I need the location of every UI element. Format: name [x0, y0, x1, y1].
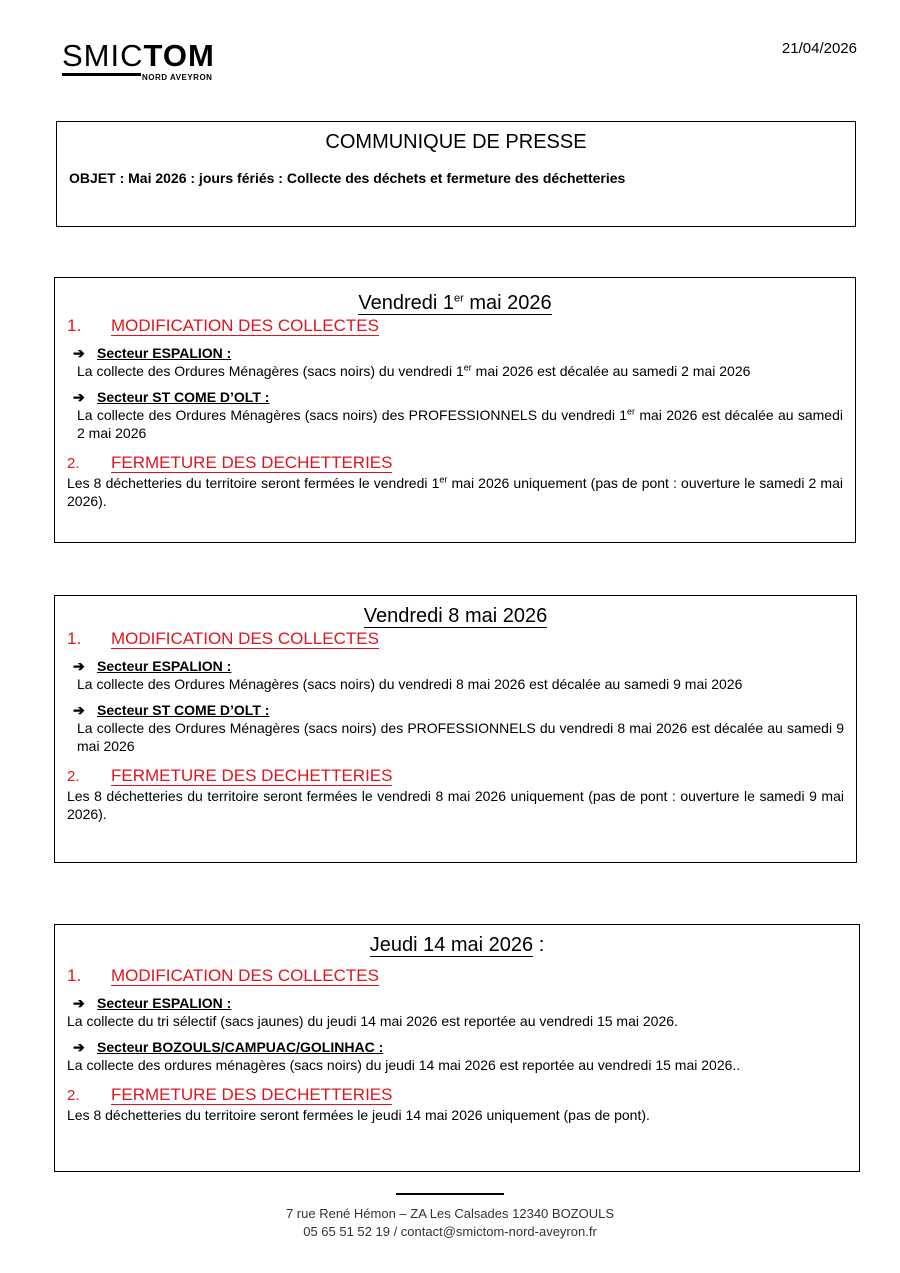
sector-label [73, 994, 859, 1012]
heading-title: FERMETURE DES DECHETTERIES [111, 766, 393, 785]
sector-text: La collecte des Ordures Ménagères (sacs noirs) du vendredi 8 mai 2026 est décalée au samedi 9 mai 2026 [77, 676, 743, 692]
sector-name: Secteur BOZOULS/CAMPUAC/GOLINHAC : [97, 1039, 384, 1055]
sector-label [73, 701, 856, 719]
footer-address: 7 rue René Hémon – ZA Les Calsades 12340 BOZOULS [285, 1206, 615, 1221]
footer-divider [396, 1193, 504, 1195]
heading-dechetteries [67, 452, 855, 474]
sector-text: La collecte des ordures ménagères (sacs noirs) du jeudi 14 mai 2026 est reportée au vendredi 15 mai 2026.. [67, 1057, 741, 1073]
day-text: Vendredi 1 [358, 291, 454, 314]
heading-number: 1. [67, 629, 82, 648]
heading-title: FERMETURE DES DECHETTERIES [111, 452, 393, 472]
sector-name: Secteur ESPALION : [97, 658, 232, 674]
sector-text [77, 362, 843, 380]
right-arrow-icon: ➔ [73, 1039, 85, 1055]
closure-text [67, 474, 843, 510]
heading-title: MODIFICATION DES COLLECTES [111, 629, 379, 648]
text-part: La collecte des Ordures Ménagères (sacs noirs) du vendredi 1 [77, 362, 464, 379]
day-text: Jeudi 14 mai 2026 [369, 934, 534, 956]
day-text-end: mai 2026 [463, 291, 552, 314]
section-may-14 [54, 924, 860, 1172]
heading-number: 1. [67, 966, 82, 985]
sector-label [73, 344, 855, 362]
day-suffix: : [533, 934, 545, 956]
logo-bar [62, 73, 141, 76]
heading-title: FERMETURE DES DECHETTERIES [111, 1085, 393, 1104]
text-part: mai 2026 est décalée au samedi 2 mai 2026 [471, 362, 751, 379]
text-sup: er [439, 474, 448, 484]
right-arrow-icon: ➔ [73, 388, 85, 405]
heading-number: 2. [67, 768, 80, 785]
heading-dechetteries [67, 765, 856, 787]
press-object: OBJET : Mai 2026 : jours fériés : Collecte des déchets et fermeture des déchetteries [69, 170, 626, 186]
logo-subtitle: NORD AVEYRON [142, 73, 213, 82]
section-may-1 [54, 277, 856, 543]
text-part: mai 2026 uniquement (pas de pont : ouverture le samedi 2 mai 2026). [67, 474, 843, 509]
heading-collectes [67, 965, 859, 986]
sector-text: La collecte des Ordures Ménagères (sacs noirs) des PROFESSIONNELS du vendredi 8 mai 2026 est décalée au samedi 9 mai 2026 [77, 720, 844, 754]
heading-collectes [67, 628, 856, 649]
heading-title: MODIFICATION DES COLLECTES [111, 966, 379, 985]
text-part: mai 2026 est décalée au samedi 2 mai 2026 [77, 406, 843, 441]
logo-wordmark [62, 40, 222, 71]
sector-name: Secteur ESPALION : [97, 995, 232, 1011]
right-arrow-icon: ➔ [73, 702, 85, 718]
section-day-title [55, 933, 859, 957]
press-title: COMMUNIQUE DE PRESSE [325, 131, 587, 153]
sector-label [73, 388, 855, 406]
sector-name: Secteur ESPALION : [97, 344, 232, 361]
heading-title: MODIFICATION DES COLLECTES [111, 315, 379, 335]
sector-label [73, 657, 856, 675]
heading-number: 2. [67, 1087, 80, 1104]
heading-dechetteries [67, 1084, 859, 1106]
text-sup: er [463, 362, 472, 372]
text-sup: er [627, 406, 636, 416]
sector-name: Secteur ST COME D’OLT : [97, 388, 270, 405]
right-arrow-icon: ➔ [73, 344, 85, 361]
sector-name: Secteur ST COME D’OLT : [97, 702, 270, 718]
day-text: Vendredi 8 mai 2026 [363, 605, 548, 627]
section-day-title [55, 604, 856, 628]
text-part: La collecte des Ordures Ménagères (sacs noirs) des PROFESSIONNELS du vendredi 1 [77, 406, 628, 423]
logo-bold: TOM [143, 38, 215, 73]
right-arrow-icon: ➔ [73, 995, 85, 1011]
section-day-title [55, 286, 855, 315]
sector-label [73, 1038, 859, 1056]
footer-contact: 05 65 51 52 19 / contact@smictom-nord-aveyron.fr [303, 1224, 597, 1239]
logo-light: SMIC [62, 38, 144, 73]
sector-text [77, 406, 843, 442]
smictom-logo [62, 38, 222, 82]
section-may-8 [54, 595, 857, 863]
closure-text: Les 8 déchetteries du territoire seront fermées le jeudi 14 mai 2026 uniquement (pas de pont). [67, 1107, 650, 1123]
heading-number: 2. [67, 454, 80, 472]
document-date: 21/04/2026 [781, 40, 857, 57]
right-arrow-icon: ➔ [73, 658, 85, 674]
day-sup: er [454, 292, 464, 304]
press-release-box [56, 121, 856, 227]
heading-number: 1. [67, 315, 82, 335]
closure-text: Les 8 déchetteries du territoire seront fermées le vendredi 8 mai 2026 uniquement (pas de pont : ouverture le samedi 9 mai 2026). [67, 788, 844, 822]
text-part: Les 8 déchetteries du territoire seront fermées le vendredi 1 [67, 474, 440, 491]
sector-text: La collecte du tri sélectif (sacs jaunes) du jeudi 14 mai 2026 est reportée au vendredi 15 mai 2026. [67, 1013, 678, 1029]
heading-collectes [67, 315, 855, 336]
